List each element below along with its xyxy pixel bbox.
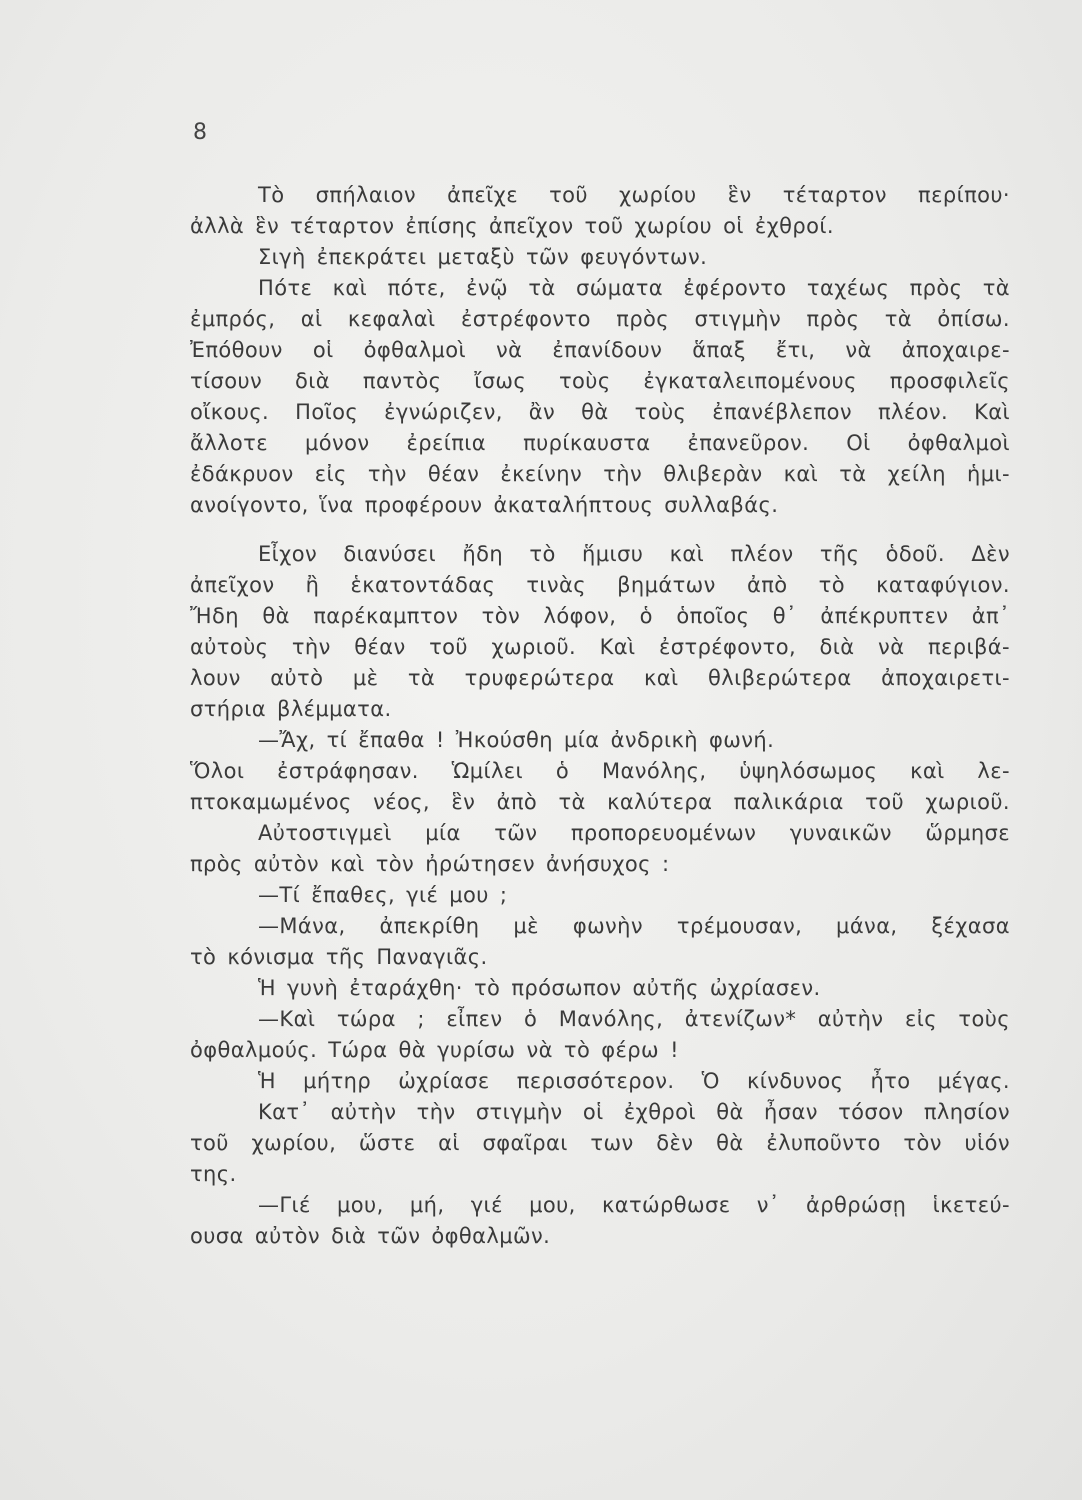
text-line: Κατ᾽ αὐτὴν τὴν στιγμὴν οἱ ἐχθροὶ θὰ ἦσαν τόσον πλησίον bbox=[258, 1100, 1010, 1124]
text-line: Πότε καὶ πότε, ἐνῷ τὰ σώματα ἐφέροντο ταχέως πρὸς τὰ bbox=[258, 276, 1010, 300]
text-line: Ἡ γυνὴ ἐταράχθη· τὸ πρόσωπον αὐτῆς ὠχρίασεν. bbox=[258, 976, 821, 1000]
text-line: ἀπεῖχον ἢ ἑκατοντάδας τινὰς βημάτων ἀπὸ τὸ καταφύγιον. bbox=[190, 573, 1010, 597]
text-line: οἴκους. Ποῖος ἐγνώριζεν, ἂν θὰ τοὺς ἐπανέβλεπον πλέον. Καὶ bbox=[190, 400, 1010, 424]
text-line: ἐδάκρυον εἰς τὴν θέαν ἐκείνην τὴν θλιβερὰν καὶ τὰ χείλη ἡμι- bbox=[190, 462, 1010, 486]
text-line: Σιγὴ ἐπεκράτει μεταξὺ τῶν φευγόντων. bbox=[258, 245, 708, 269]
text-line: αὐτοὺς τὴν θέαν τοῦ χωριοῦ. Καὶ ἐστρέφοντο, διὰ νὰ περιβά- bbox=[190, 635, 1010, 659]
text-line: —Καὶ τώρα ; εἶπεν ὁ Μανόλης, ἀτενίζων* αὐτὴν εἰς τοὺς bbox=[258, 1007, 1010, 1031]
text-line: ὀφθαλμούς. Τώρα θὰ γυρίσω νὰ τὸ φέρω ! bbox=[190, 1038, 679, 1062]
text-line: ἄλλοτε μόνον ἐρείπια πυρίκαυστα ἐπανεῦρον. Οἱ ὀφθαλμοὶ bbox=[190, 431, 1010, 455]
text-line: —Ἄχ, τί ἔπαθα ! Ἠκούσθη μία ἀνδρικὴ φωνή. bbox=[258, 728, 775, 752]
text-line: τίσουν διὰ παντὸς ἴσως τοὺς ἐγκαταλειπομένους προσφιλεῖς bbox=[190, 369, 1010, 393]
text-line: —Μάνα, ἀπεκρίθη μὲ φωνὴν τρέμουσαν, μάνα, ξέχασα bbox=[258, 914, 1010, 938]
text-line: ανοίγοντο, ἵνα προφέρουν ἀκαταλήπτους συλλαβάς. bbox=[190, 493, 779, 517]
text-line: τοῦ χωρίου, ὥστε αἱ σφαῖραι των δὲν θὰ ἐλυποῦντο τὸν υἱόν bbox=[190, 1131, 1010, 1155]
text-line: Ἐπόθουν οἱ ὀφθαλμοὶ νὰ ἐπανίδουν ἅπαξ ἔτι, νὰ ἀποχαιρε- bbox=[190, 338, 1010, 362]
text-line: στήρια βλέμματα. bbox=[190, 697, 392, 721]
text-line: Ἤδη θὰ παρέκαμπτον τὸν λόφον, ὁ ὁποῖος θ᾽ ἀπέκρυπτεν ἀπ᾽ bbox=[190, 604, 1010, 628]
body-text bbox=[190, 180, 1010, 1252]
text-line: Τὸ σπήλαιον ἀπεῖχε τοῦ χωρίου ἓν τέταρτον περίπου· bbox=[258, 183, 1010, 207]
text-line: ἐμπρός, αἱ κεφαλαὶ ἐστρέφοντο πρὸς στιγμὴν πρὸς τὰ ὀπίσω. bbox=[190, 307, 1010, 331]
text-line: —Τί ἔπαθες, γιέ μου ; bbox=[258, 883, 508, 907]
text-line: Ἡ μήτηρ ὠχρίασε περισσότερον. Ὁ κίνδυνος ἦτο μέγας. bbox=[258, 1069, 1010, 1093]
text-line: τὸ κόνισμα τῆς Παναγιᾶς. bbox=[190, 945, 488, 969]
text-line: πτοκαμωμένος νέος, ἓν ἀπὸ τὰ καλύτερα παλικάρια τοῦ χωριοῦ. bbox=[190, 790, 1010, 814]
text-line: της. bbox=[190, 1162, 237, 1186]
text-line: Αὐτοστιγμεὶ μία τῶν προπορευομένων γυναικῶν ὥρμησε bbox=[258, 821, 1010, 845]
text-line: Ὅλοι ἐστράφησαν. Ὡμίλει ὁ Μανόλης, ὑψηλόσωμος καὶ λε- bbox=[190, 759, 1010, 783]
text-line: λουν αὐτὸ μὲ τὰ τρυφερώτερα καὶ θλιβερώτερα ἀποχαιρετι- bbox=[190, 666, 1010, 690]
page-number: 8 bbox=[193, 120, 207, 145]
text-line: ἀλλὰ ἓν τέταρτον ἐπίσης ἀπεῖχον τοῦ χωρίου οἱ ἐχθροί. bbox=[190, 214, 834, 238]
text-line: —Γιέ μου, μή, γιέ μου, κατώρθωσε ν᾽ ἀρθρώσῃ ἱκετεύ- bbox=[258, 1193, 1010, 1217]
text-line: Εἶχον διανύσει ἤδη τὸ ἥμισυ καὶ πλέον τῆς ὁδοῦ. Δὲν bbox=[258, 542, 1010, 566]
text-line: πρὸς αὐτὸν καὶ τὸν ἠρώτησεν ἀνήσυχος : bbox=[190, 852, 670, 876]
text-line: ουσα αὐτὸν διὰ τῶν ὀφθαλμῶν. bbox=[190, 1224, 551, 1248]
